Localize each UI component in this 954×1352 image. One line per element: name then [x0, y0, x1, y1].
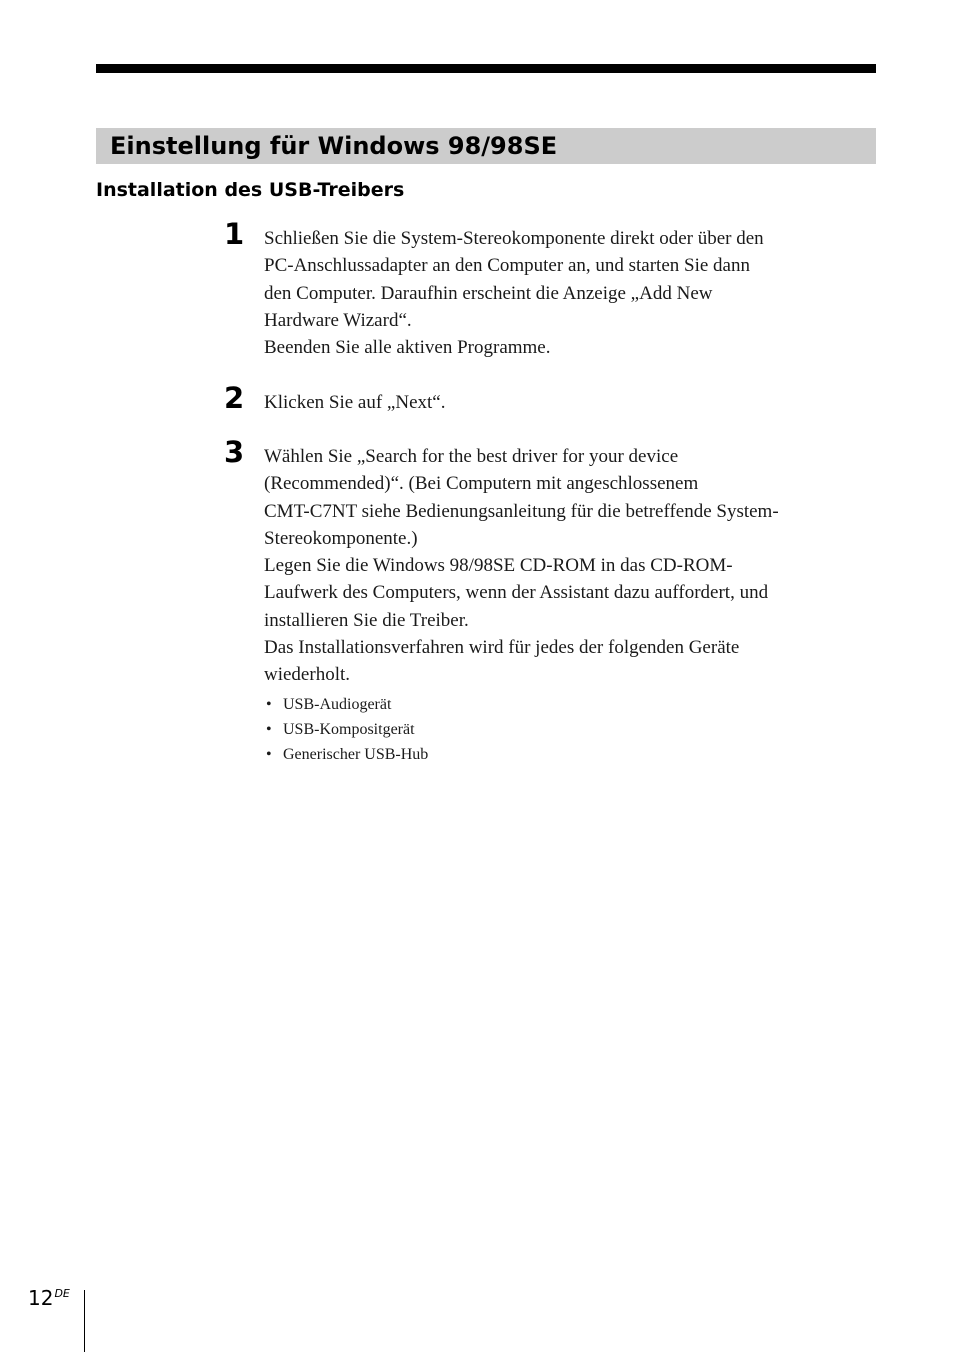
- text-line: Beenden Sie alle aktiven Programme.: [264, 337, 551, 359]
- step-text: [264, 443, 880, 767]
- text-line: Das Installationsverfahren wird für jedes der folgenden Geräte: [264, 637, 740, 659]
- text-line: PC-Anschlussadapter an den Computer an, und starten Sie dann: [264, 255, 750, 277]
- language-code: DE: [54, 1287, 70, 1300]
- text-line: Legen Sie die Windows 98/98SE CD-ROM in das CD-ROM-: [264, 555, 733, 577]
- text-line: den Computer. Daraufhin erscheint die Anzeige „Add New: [264, 282, 713, 304]
- text-line: CMT-C7NT siehe Bedienungsanleitung für die betreffende System-: [264, 500, 779, 522]
- device-list: [264, 692, 880, 767]
- text-line: wiederholt.: [264, 664, 351, 686]
- text-line: Stereokomponente.): [264, 527, 418, 549]
- text-line: installieren Sie die Treiber.: [264, 609, 469, 631]
- list-item: • USB-Audiogerät: [264, 692, 880, 717]
- page-number-value: 12: [28, 1286, 54, 1310]
- text-line: Klicken Sie auf „Next“.: [264, 392, 446, 413]
- page-number: [28, 1286, 70, 1310]
- text-line: Laufwerk des Computers, wenn der Assistant dazu auffordert, und: [264, 582, 769, 604]
- top-rule: [96, 64, 876, 73]
- step-number: 1: [224, 217, 245, 251]
- section-title: Einstellung für Windows 98/98SE: [110, 132, 558, 160]
- text-line: (Recommended)“. (Bei Computern mit angeschlossenem: [264, 473, 699, 495]
- step-number: 2: [224, 381, 245, 415]
- step-number: 3: [224, 435, 245, 469]
- list-item: • Generischer USB-Hub: [264, 742, 880, 767]
- list-item: • USB-Kompositgerät: [264, 717, 880, 742]
- step-text: [264, 225, 880, 361]
- step-text: [264, 389, 880, 416]
- section-heading-bar: [96, 128, 876, 164]
- subheading: Installation des USB-Treibers: [96, 179, 405, 201]
- text-line: Wählen Sie „Search for the best driver for your device: [264, 446, 679, 467]
- footer-rule: [84, 1290, 85, 1352]
- text-line: Schließen Sie die System-Stereokomponente direkt oder über den: [264, 228, 764, 249]
- text-line: Hardware Wizard“.: [264, 309, 412, 331]
